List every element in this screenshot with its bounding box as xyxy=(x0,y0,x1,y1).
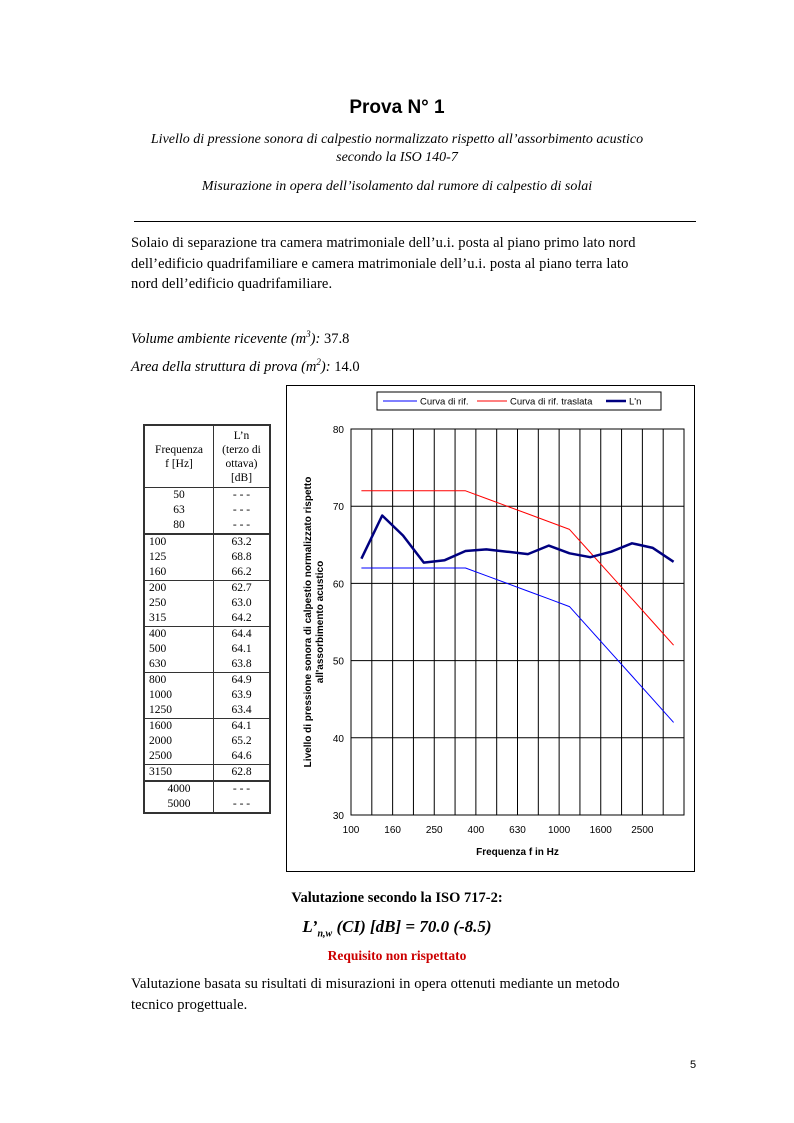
evaluation-result: (CI) [dB] = 70.0 (-8.5) xyxy=(332,917,492,936)
subtitle-line: Livello di pressione sonora di calpestio normalizzato rispetto all’assorbimento acustico xyxy=(150,132,644,147)
volume-label: Volume ambiente ricevente (m xyxy=(131,330,307,347)
ln-value-cell: 63.0 xyxy=(231,597,252,609)
ln-value-cell: 64.9 xyxy=(214,673,271,689)
area-unit-exponent: 2 xyxy=(316,357,321,367)
frequency-cell: 200 xyxy=(144,581,214,597)
ln-value-cell: 66.2 xyxy=(231,566,252,578)
table-row xyxy=(144,719,270,735)
ln-value-cell: 64.1 xyxy=(231,643,252,655)
table-row xyxy=(144,611,270,627)
ln-value-cell: 64.2 xyxy=(231,612,252,624)
ln-value-cell: 62.8 xyxy=(214,765,271,782)
frequency-cell: 63 xyxy=(144,503,214,518)
x-tick-label: 250 xyxy=(425,825,443,836)
header-ln-line: L’n xyxy=(233,430,250,442)
frequency-cell: 160 xyxy=(144,565,214,581)
subtitle-measurement: Misurazione in opera dell’isolamento dal rumore di calpestio di solai xyxy=(201,179,593,194)
area-label-end: ): xyxy=(320,358,331,375)
ln-value-cell: 65.2 xyxy=(231,735,252,747)
legend-label: Curva di rif. traslata xyxy=(510,396,593,408)
header-ln xyxy=(214,425,271,488)
table-row xyxy=(144,581,270,597)
header-ln-line: (terzo di xyxy=(222,444,261,456)
table-row xyxy=(144,781,270,797)
header-frequency xyxy=(144,425,214,488)
y-tick-label: 60 xyxy=(332,579,344,591)
volume-unit-exponent: 3 xyxy=(306,329,311,339)
area-line xyxy=(131,357,360,376)
ln-value-cell: 64.6 xyxy=(231,750,252,762)
table-row xyxy=(144,503,270,518)
frequency-cell: 1600 xyxy=(144,719,214,735)
frequency-cell: 1250 xyxy=(144,703,214,719)
frequency-cell: 4000 xyxy=(144,781,214,797)
frequency-cell: 630 xyxy=(144,657,214,673)
description-line: Solaio di separazione tra camera matrimoniale dell’u.i. posta al piano primo lato nord xyxy=(131,235,636,251)
header-ln-line: ottava) xyxy=(225,458,258,470)
y-axis-title-line: Livello di pressione sonora di calpestio normalizzato rispetto xyxy=(303,476,314,768)
table-row xyxy=(144,642,270,657)
chart-svg xyxy=(287,386,694,871)
table-row xyxy=(144,734,270,749)
description-line: nord dell’edificio quadrifamiliare. xyxy=(131,276,333,292)
frequency-cell: 500 xyxy=(144,642,214,657)
evaluation-note-line: tecnico progettuale. xyxy=(131,997,248,1013)
frequency-cell: 400 xyxy=(144,627,214,643)
legend-label: Curva di rif. xyxy=(420,396,469,408)
horizontal-rule xyxy=(134,221,696,222)
x-tick-label: 630 xyxy=(509,825,526,836)
evaluation-title: Valutazione secondo la ISO 717-2: xyxy=(291,890,503,906)
x-axis-title: Frequenza f in Hz xyxy=(476,847,559,858)
page-number: 5 xyxy=(690,1059,697,1071)
y-axis-title-line: all'assorbimento acustico xyxy=(315,560,326,684)
y-tick-label: 70 xyxy=(332,502,344,514)
chart-container xyxy=(286,385,695,872)
y-tick-label: 40 xyxy=(332,733,344,745)
x-tick-label: 1000 xyxy=(548,825,571,836)
x-tick-label: 160 xyxy=(384,825,401,836)
table-row xyxy=(144,518,270,534)
table-row xyxy=(144,565,270,581)
evaluation-subscript: n,w xyxy=(317,928,333,940)
table-row xyxy=(144,534,270,550)
ln-value-cell: 63.2 xyxy=(214,534,271,550)
table-row xyxy=(144,488,270,504)
table-header-row xyxy=(144,425,270,488)
frequency-cell: 100 xyxy=(144,534,214,550)
table-row xyxy=(144,596,270,611)
header-frequency-line: Frequenza xyxy=(155,444,203,456)
frequency-cell: 250 xyxy=(144,596,214,611)
frequency-cell: 80 xyxy=(144,518,214,534)
y-tick-label: 80 xyxy=(332,425,344,436)
ln-value-cell: - - - xyxy=(232,489,251,501)
frequency-cell: 800 xyxy=(144,673,214,689)
x-tick-label: 2500 xyxy=(631,825,654,836)
frequency-cell: 1000 xyxy=(144,688,214,703)
evaluation-note-line: Valutazione basata su risultati di misurazioni in opera ottenuti mediante un metodo xyxy=(131,976,620,992)
table-row xyxy=(144,550,270,565)
volume-line xyxy=(131,329,349,348)
table-row xyxy=(144,673,270,689)
ln-value-cell: 68.8 xyxy=(231,551,252,563)
evaluation-symbol: L’ xyxy=(302,917,318,936)
header-ln-line: [dB] xyxy=(230,472,253,484)
evaluation-value xyxy=(0,917,794,939)
frequency-cell: 2000 xyxy=(144,734,214,749)
frequency-table xyxy=(143,424,271,814)
legend-label: L'n xyxy=(629,396,642,408)
header-frequency-line: f [Hz] xyxy=(165,458,193,470)
table-row xyxy=(144,749,270,765)
x-tick-label: 1600 xyxy=(589,825,612,836)
ln-value-cell: 64.1 xyxy=(214,719,271,735)
ln-value-cell: 64.4 xyxy=(214,627,271,643)
requirement-status: Requisito non rispettato xyxy=(327,948,467,963)
ln-value-cell: - - - xyxy=(214,781,271,797)
ln-value-cell: - - - xyxy=(232,519,251,531)
x-tick-label: 100 xyxy=(342,825,360,836)
frequency-cell: 2500 xyxy=(144,749,214,765)
frequency-cell: 3150 xyxy=(144,765,214,782)
page-title: Prova N° 1 xyxy=(349,97,445,118)
ln-value-cell: 62.7 xyxy=(214,581,271,597)
frequency-cell: 315 xyxy=(144,611,214,627)
table-row xyxy=(144,657,270,673)
frequency-cell: 125 xyxy=(144,550,214,565)
table-row xyxy=(144,703,270,719)
description-line: dell’edificio quadrifamiliare e camera matrimoniale dell’u.i. posta al piano terra lato xyxy=(131,256,629,272)
table-row xyxy=(144,627,270,643)
frequency-cell: 50 xyxy=(144,488,214,504)
y-tick-label: 50 xyxy=(332,656,344,668)
ln-value-cell: 63.8 xyxy=(231,658,252,670)
ln-value-cell: - - - xyxy=(232,798,251,810)
frequency-cell: 5000 xyxy=(144,797,214,813)
area-value: 14.0 xyxy=(334,358,360,375)
ln-value-cell: - - - xyxy=(232,504,251,516)
table-row xyxy=(144,797,270,813)
volume-value: 37.8 xyxy=(323,330,350,347)
y-tick-label: 30 xyxy=(332,811,344,822)
area-label: Area della struttura di prova (m xyxy=(131,358,317,375)
table-row xyxy=(144,765,270,782)
subtitle-line: secondo la ISO 140-7 xyxy=(336,150,458,165)
ln-value-cell: 63.4 xyxy=(231,704,252,716)
ln-value-cell: 63.9 xyxy=(231,689,252,701)
volume-label-end: ): xyxy=(310,330,321,347)
x-tick-label: 400 xyxy=(467,825,485,836)
table-row xyxy=(144,688,270,703)
